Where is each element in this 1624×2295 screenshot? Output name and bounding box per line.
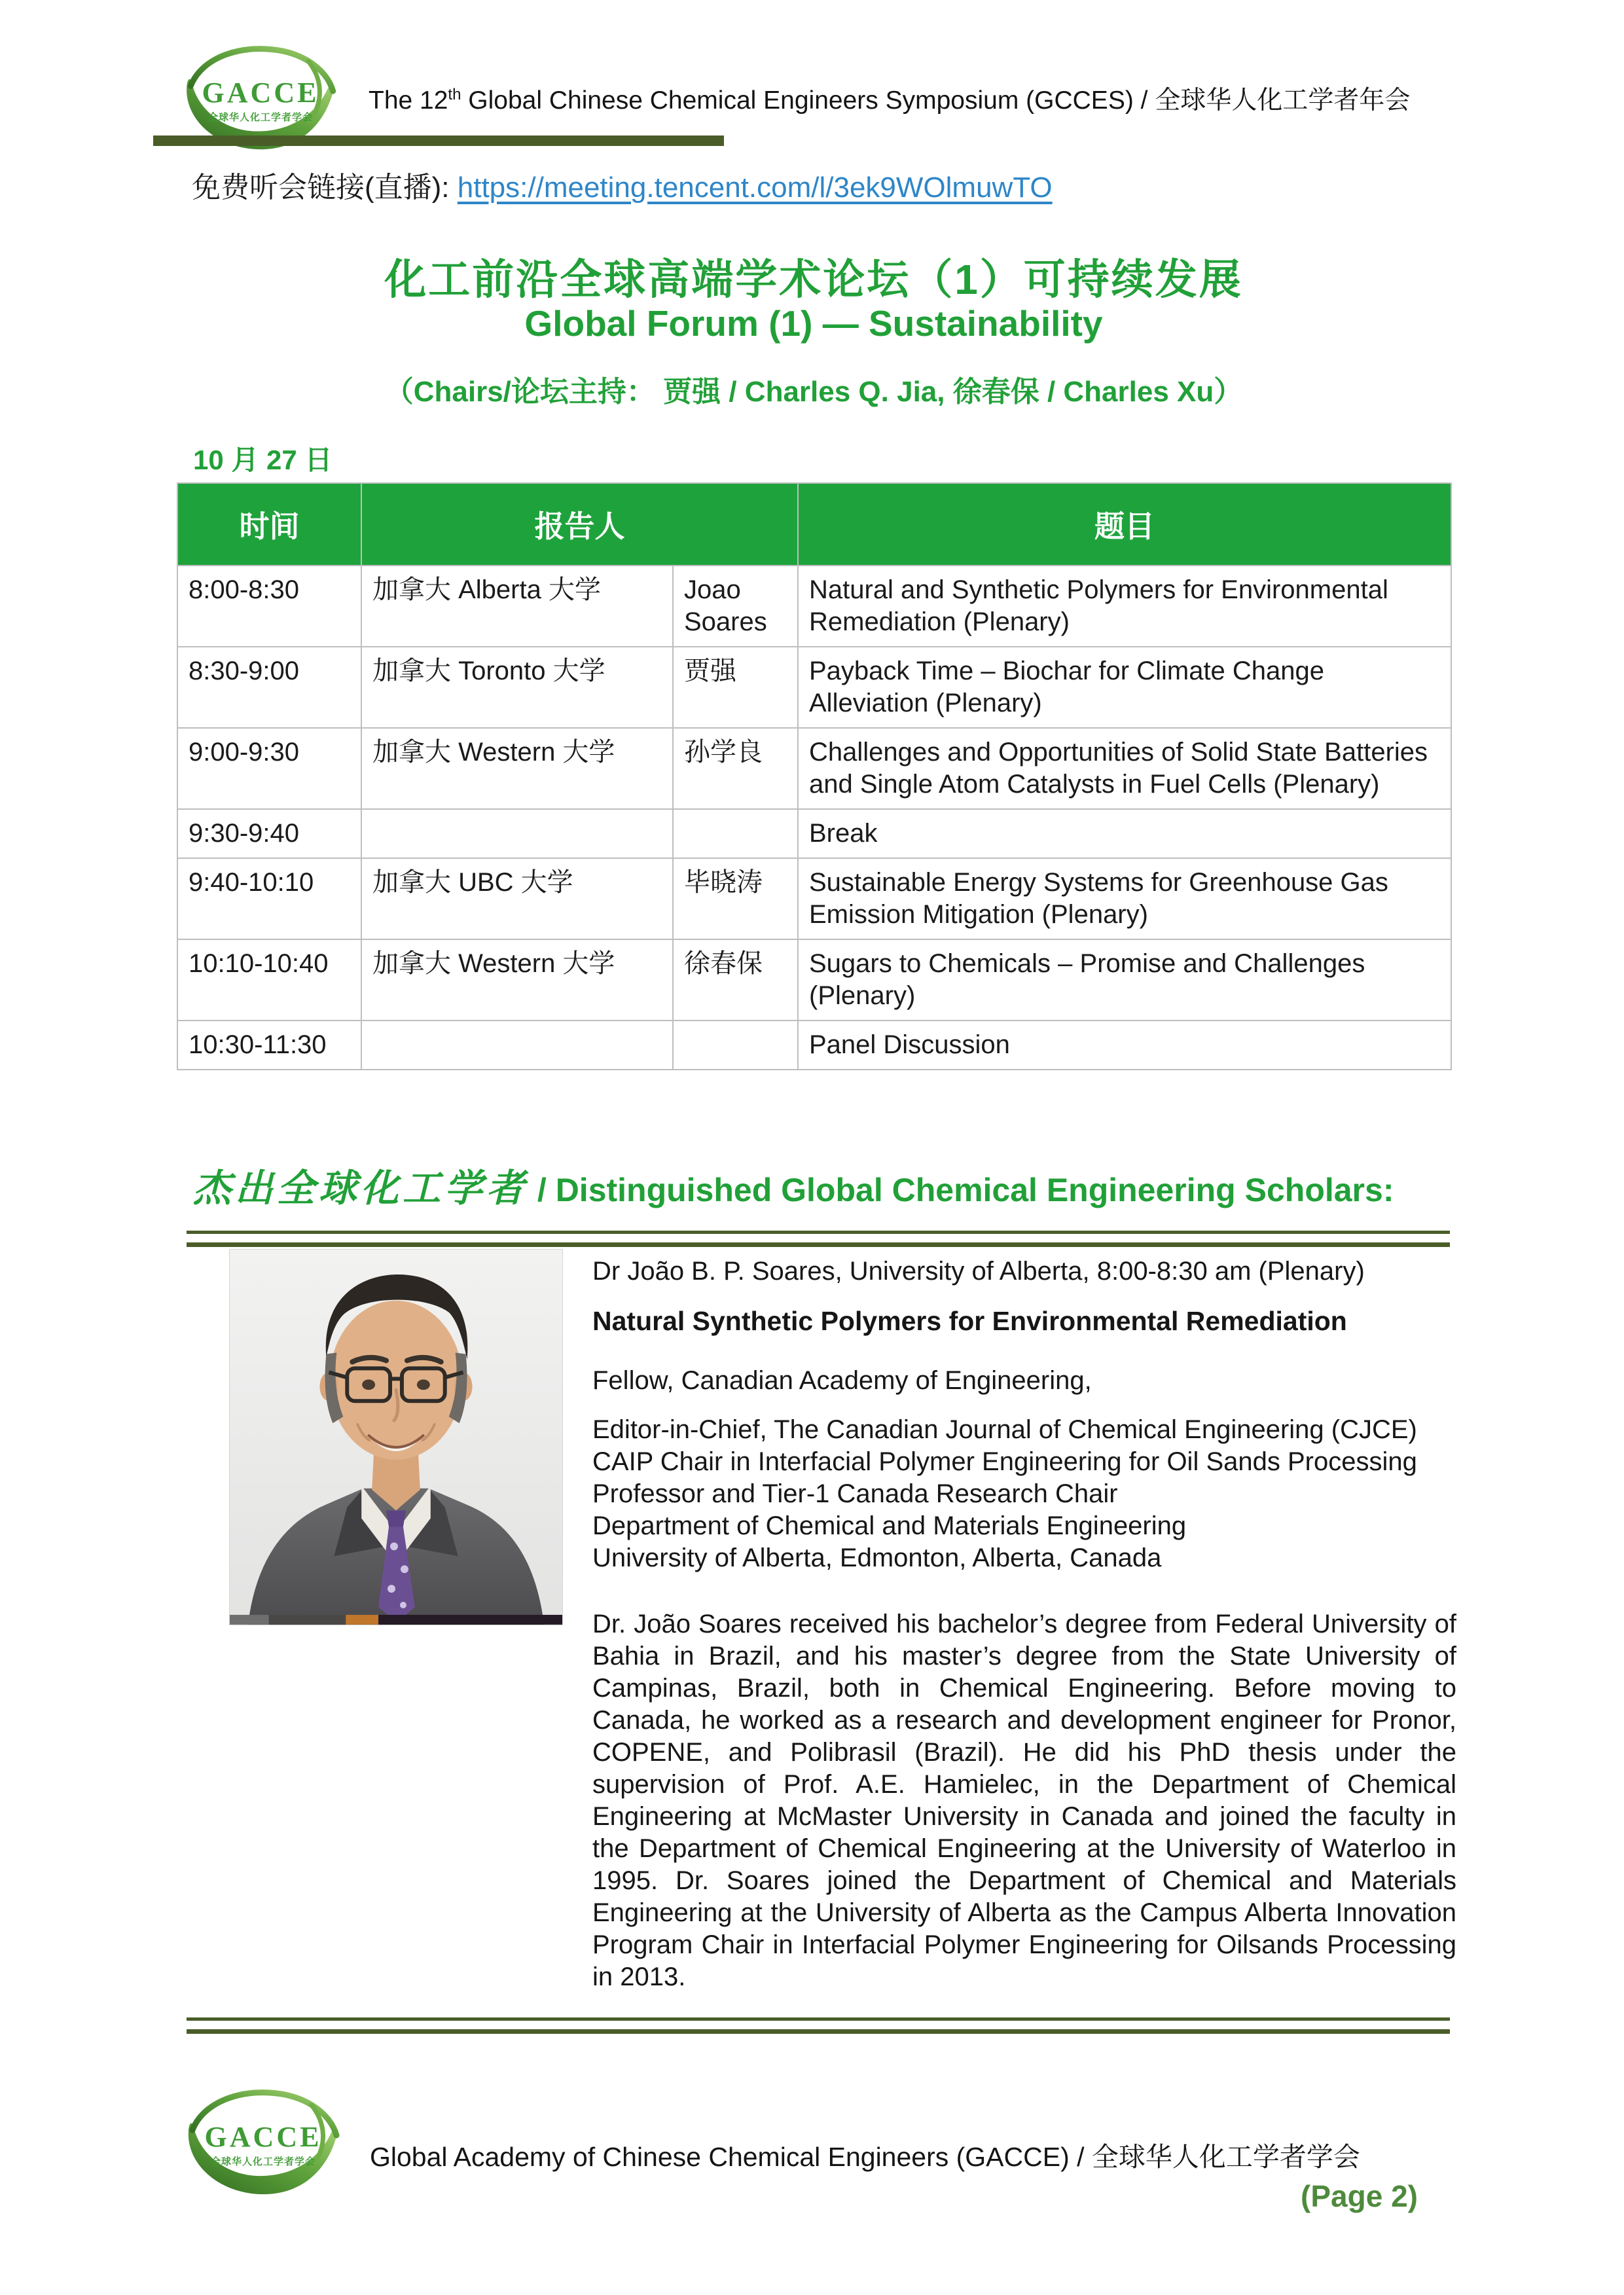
logo-chinese-name: 全球华人化工学者学会 xyxy=(210,2156,316,2167)
cell-speaker: 孙学良 xyxy=(673,728,798,809)
schedule-table xyxy=(177,482,1452,1070)
cell-affiliation: 加拿大 Western 大学 xyxy=(361,728,673,809)
affiliation-line: Department of Chemical and Materials Engineering xyxy=(592,1511,1187,1540)
table-row xyxy=(177,809,1451,858)
page-number: (Page 2) xyxy=(1301,2179,1418,2213)
cell-topic: Panel Discussion xyxy=(798,1021,1451,1070)
cell-affiliation xyxy=(361,1021,673,1070)
forum-title-english: Global Forum (1) — Sustainability xyxy=(524,303,1103,344)
cell-time: 9:00-9:30 xyxy=(177,728,361,809)
logo-chinese-name: 全球华人化工学者学会 xyxy=(208,111,313,123)
cell-affiliation: 加拿大 Toronto 大学 xyxy=(361,647,673,728)
table-row xyxy=(177,939,1451,1021)
footer-organization-line: Global Academy of Chinese Chemical Engineers (GACCE) / 全球华人化工学者学会 xyxy=(370,2142,1360,2172)
table-row xyxy=(177,566,1451,647)
portrait-joao-soares-illustration xyxy=(230,1250,562,1625)
cell-speaker: Joao Soares xyxy=(673,566,798,647)
cell-time: 9:40-10:10 xyxy=(177,858,361,939)
cell-speaker: 贾强 xyxy=(673,647,798,728)
cell-affiliation xyxy=(361,809,673,858)
cell-speaker xyxy=(673,809,798,858)
ordinal-superscript: th xyxy=(448,86,461,103)
column-header-speaker: 报告人 xyxy=(361,483,798,566)
cell-speaker: 毕晓涛 xyxy=(673,858,798,939)
cell-topic: Payback Time – Biochar for Climate Change Alleviation (Plenary) xyxy=(798,647,1451,728)
cell-topic: Challenges and Opportunities of Solid State Batteries and Single Atom Catalysts in Fuel Cells (Plenary) xyxy=(798,728,1451,809)
scholar-intro-line: Dr João B. P. Soares, University of Alberta, 8:00-8:30 am (Plenary) xyxy=(592,1257,1365,1286)
affiliation-line: Professor and Tier-1 Canada Research Chair xyxy=(592,1479,1118,1508)
scholar-bio xyxy=(592,1256,1456,1993)
cell-speaker: 徐春保 xyxy=(673,939,798,1021)
affiliation-line: University of Alberta, Edmonton, Alberta, Canada xyxy=(592,1544,1162,1572)
cell-topic: Sugars to Chemicals – Promise and Challenges (Plenary) xyxy=(798,939,1451,1021)
scholars-heading-english: / Distinguished Global Chemical Engineering Scholars: xyxy=(528,1172,1394,1208)
forum-chairs-line: （Chairs/论坛主持： 贾强 / Charles Q. Jia, 徐春保 / Charles Xu） xyxy=(384,376,1243,408)
cell-topic: Sustainable Energy Systems for Greenhouse Gas Emission Mitigation (Plenary) xyxy=(798,858,1451,939)
scholars-heading-chinese: 杰出全球化工学者 xyxy=(193,1167,529,1210)
section-divider-line xyxy=(187,2017,1450,2021)
section-divider-line xyxy=(187,1231,1450,1234)
live-link-label: 免费听会链接(直播): xyxy=(192,172,458,204)
logo-acronym: GACCE xyxy=(204,2120,322,2153)
section-divider-line xyxy=(187,1242,1450,1247)
cell-time: 10:30-11:30 xyxy=(177,1021,361,1070)
header-divider-bar xyxy=(153,136,724,146)
scholar-fellow-line: Fellow, Canadian Academy of Engineering, xyxy=(592,1366,1092,1395)
cell-topic: Break xyxy=(798,809,1451,858)
forum-title-chinese: 化工前沿全球高端学术论坛（1）可持续发展 xyxy=(384,256,1243,303)
cell-time: 8:30-9:00 xyxy=(177,647,361,728)
scholar-photo xyxy=(229,1249,563,1625)
meeting-link[interactable]: https://meeting.tencent.com/l/3ek9WOlmuwTO xyxy=(457,172,1053,204)
scholars-section-heading xyxy=(193,1157,1394,1212)
cell-speaker xyxy=(673,1021,798,1070)
affiliation-line: Editor-in-Chief, The Canadian Journal of Chemical Engineering (CJCE) xyxy=(592,1415,1417,1444)
cell-affiliation: 加拿大 UBC 大学 xyxy=(361,858,673,939)
column-header-topic: 题目 xyxy=(798,483,1451,566)
forum-date-label: 10 月 27 日 xyxy=(193,444,333,475)
affiliation-line: CAIP Chair in Interfacial Polymer Engineering for Oil Sands Processing xyxy=(592,1447,1417,1476)
section-divider-line xyxy=(187,2029,1450,2034)
logo-acronym: GACCE xyxy=(202,76,319,109)
page-header-title: The 12th Global Chinese Chemical Engineers Symposium (GCCES) / 全球华人化工学者年会 xyxy=(369,86,1411,115)
table-row xyxy=(177,728,1451,809)
scholar-talk-title: Natural Synthetic Polymers for Environmental Remediation xyxy=(592,1306,1347,1336)
cell-time: 10:10-10:40 xyxy=(177,939,361,1021)
cell-time: 9:30-9:40 xyxy=(177,809,361,858)
table-row xyxy=(177,1021,1451,1070)
column-header-time: 时间 xyxy=(177,483,361,566)
cell-topic: Natural and Synthetic Polymers for Environmental Remediation (Plenary) xyxy=(798,566,1451,647)
table-row xyxy=(177,858,1451,939)
cell-time: 8:00-8:30 xyxy=(177,566,361,647)
scholar-biography-paragraph: Dr. João Soares received his bachelor’s degree from Federal University of Bahia in Brazil, and his master’s degree from the State University of Campinas, Brazil, both in Chemical Engineering. Before moving to Canada, he worked as a research and development engineer for Pronor, COPENE, and Polibrasil (Brazil). He did his PhD thesis under the supervision of Prof. A.E. Hamielec, in the Department of Chemical Engineering at McMaster University in Canada and joined the faculty in the Department of Chemical Engineering at the University of Waterloo in 1995. Dr. Soares joined the Department of Chemical and Materials Engineering at the University of Alberta as the Campus Alberta Innovation Program Chair in Interfacial Polymer Engineering for Oilsands Processing in 2013. xyxy=(592,1610,1456,1991)
table-row xyxy=(177,647,1451,728)
gacce-logo-footer xyxy=(183,2076,343,2214)
cell-affiliation: 加拿大 Alberta 大学 xyxy=(361,566,673,647)
live-link-line xyxy=(192,164,1053,206)
cell-affiliation: 加拿大 Western 大学 xyxy=(361,939,673,1021)
scholar-affiliation-lines xyxy=(592,1414,1456,1574)
table-header-row xyxy=(177,483,1451,566)
